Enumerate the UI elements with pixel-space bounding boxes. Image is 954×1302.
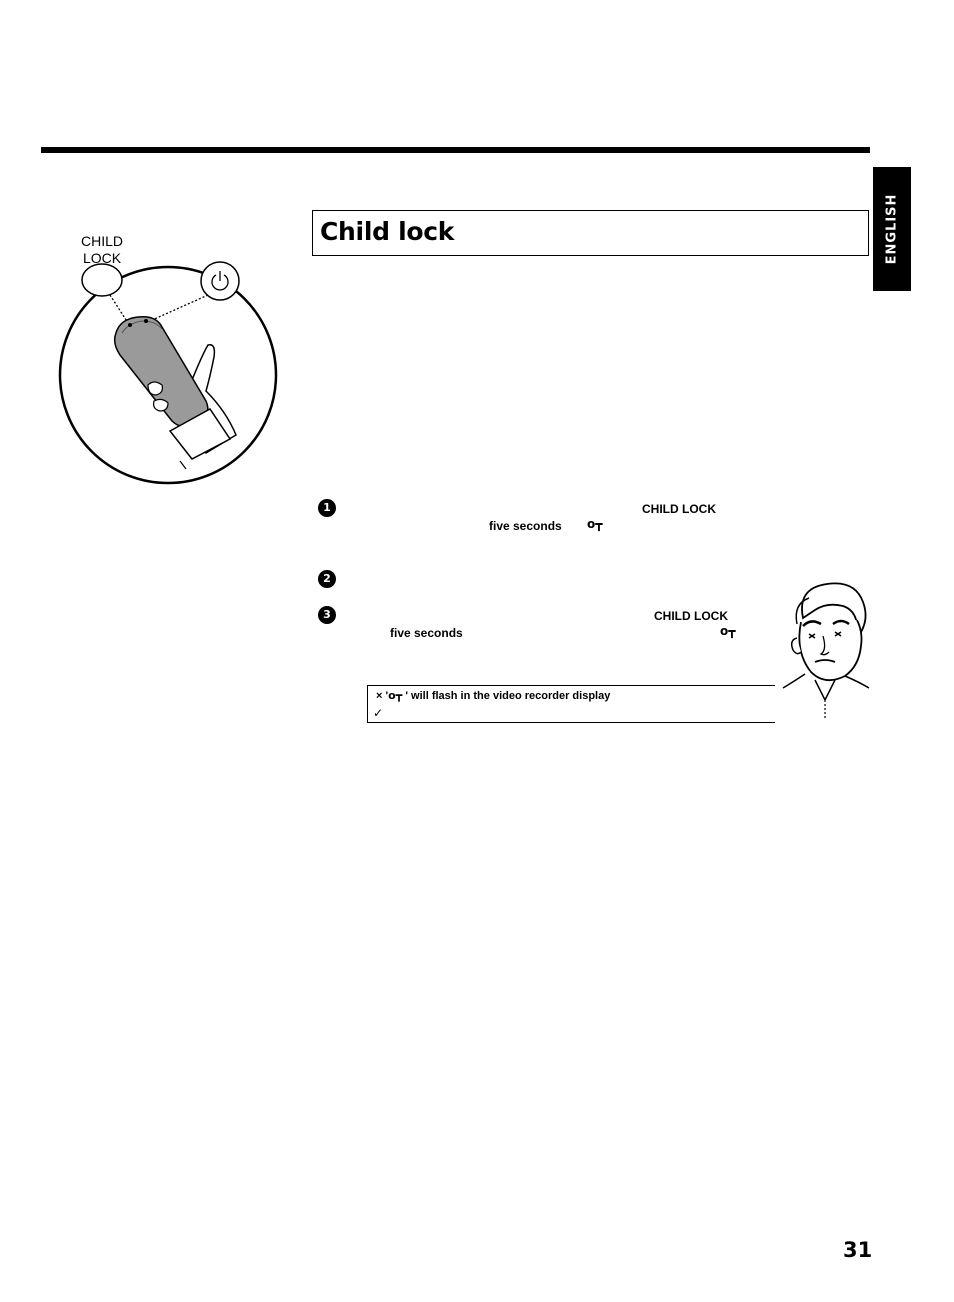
child-lock-label xyxy=(80,233,124,267)
section-title: Child lock xyxy=(320,217,455,246)
step-1-button-label: CHILD LOCK xyxy=(642,502,716,516)
step-3-lock-icon: o┳ xyxy=(720,624,736,638)
step-2-number: 2 xyxy=(318,570,336,588)
step-3-button-label: CHILD LOCK xyxy=(654,609,728,623)
remote-illustration xyxy=(50,225,290,487)
section-title-box xyxy=(312,210,869,256)
page-number: 31 xyxy=(843,1238,873,1262)
lock-symbol-icon: o┳ xyxy=(388,689,403,702)
cross-icon: × xyxy=(376,690,383,702)
cartoon-man-icon xyxy=(775,578,875,723)
step-1-number: 1 xyxy=(318,499,336,517)
step-1-lock-icon: o┳ xyxy=(587,517,603,531)
child-lock-button-icon xyxy=(82,264,122,296)
step-1-duration: five seconds xyxy=(489,519,562,533)
child-lock-label-line1: CHILD xyxy=(80,233,123,249)
language-tab xyxy=(873,167,911,291)
tip-line xyxy=(376,689,610,702)
child-lock-label-line2: LOCK xyxy=(82,250,122,266)
step-3-duration: five seconds xyxy=(390,626,463,640)
tip-quote: ' xyxy=(385,690,389,702)
check-icon: ✓ xyxy=(373,706,384,720)
top-rule xyxy=(41,147,870,153)
tip-text: ' will flash in the video recorder display xyxy=(405,690,611,702)
language-tab-label: ENGLISH xyxy=(884,193,900,265)
step-3-number: 3 xyxy=(318,606,336,624)
